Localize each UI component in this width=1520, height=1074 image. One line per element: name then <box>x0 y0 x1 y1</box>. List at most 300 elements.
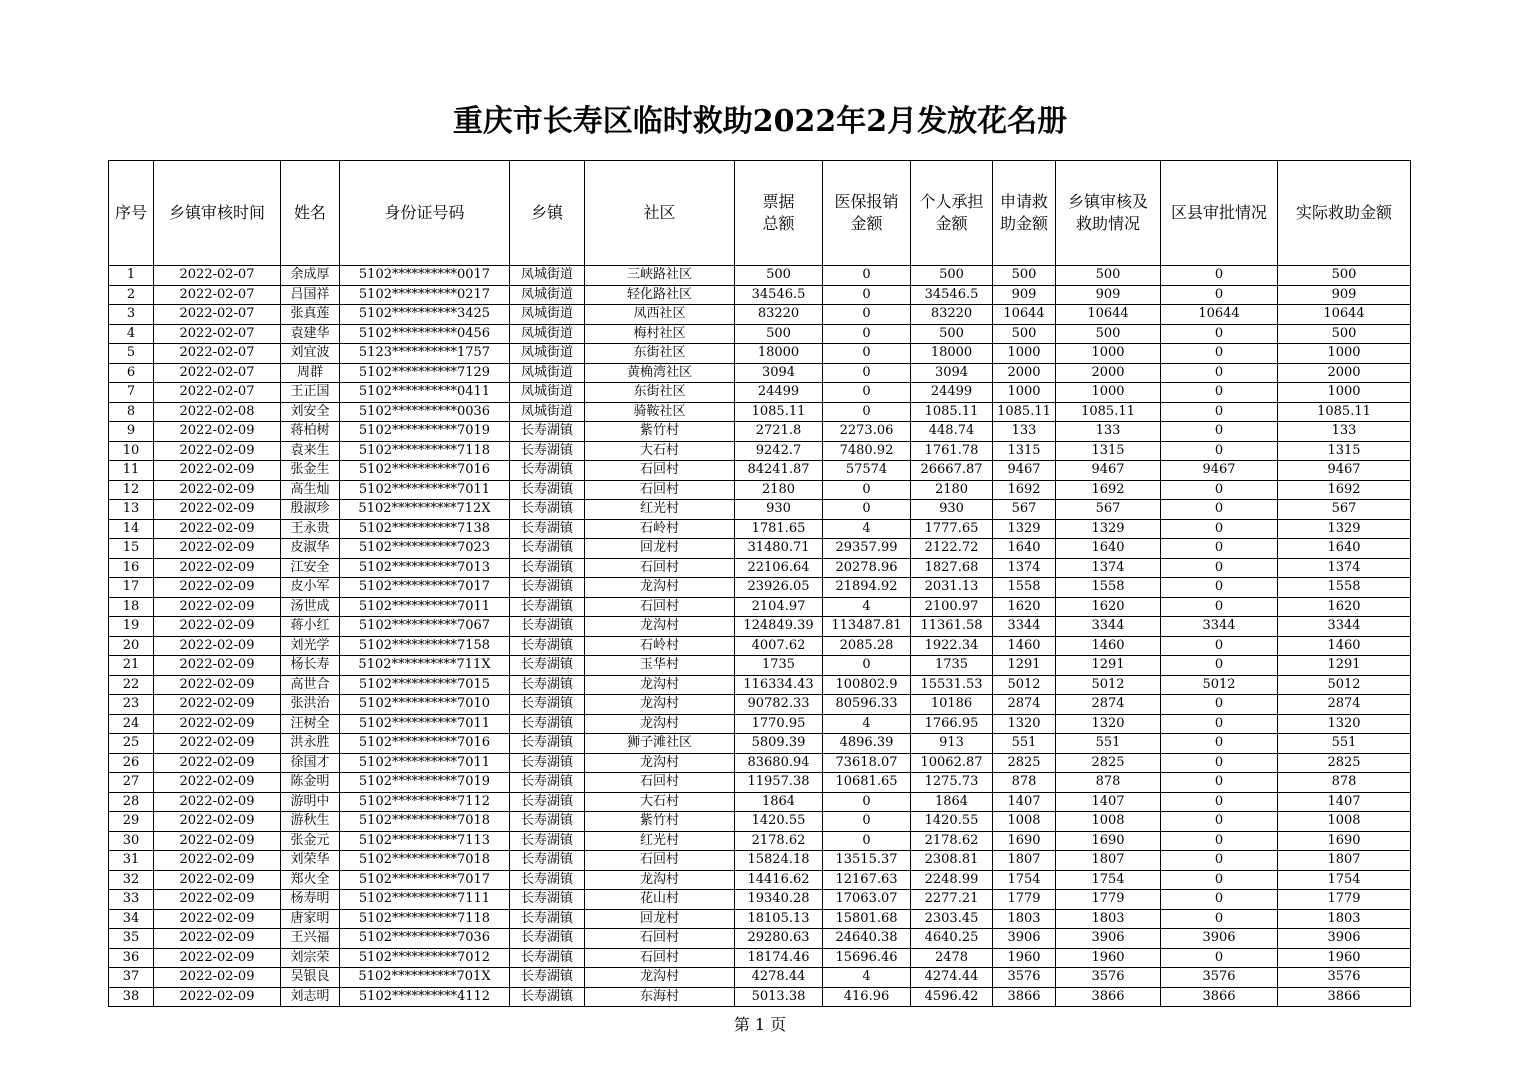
table-cell: 3906 <box>1278 929 1411 949</box>
table-cell: 龙沟村 <box>585 968 735 988</box>
table-cell: 0 <box>1161 441 1278 461</box>
table-cell: 2022-02-09 <box>154 792 281 812</box>
table-cell: 1085.11 <box>993 402 1056 422</box>
table-cell: 1000 <box>993 383 1056 403</box>
table-cell: 10644 <box>1056 305 1161 325</box>
table-cell: 5102**********7138 <box>340 519 510 539</box>
table-cell: 4596.42 <box>911 987 993 1007</box>
table-cell: 3094 <box>911 363 993 383</box>
table-cell: 2277.21 <box>911 890 993 910</box>
table-row <box>109 461 1411 481</box>
table-cell: 9467 <box>1161 461 1278 481</box>
table-cell: 1291 <box>993 656 1056 676</box>
table-cell: 5102**********7019 <box>340 422 510 442</box>
table-cell: 2000 <box>1056 363 1161 383</box>
table-cell: 王兴福 <box>281 929 340 949</box>
table-cell: 1315 <box>1056 441 1161 461</box>
table-cell: 长寿湖镇 <box>510 617 585 637</box>
table-cell: 刘荣华 <box>281 851 340 871</box>
table-cell: 3094 <box>735 363 823 383</box>
table-cell: 32 <box>109 870 154 890</box>
table-cell: 10 <box>109 441 154 461</box>
table-cell: 2022-02-09 <box>154 812 281 832</box>
table-cell: 0 <box>823 480 911 500</box>
table-cell: 0 <box>1161 734 1278 754</box>
table-cell: 2022-02-09 <box>154 656 281 676</box>
table-row <box>109 422 1411 442</box>
table-cell: 1735 <box>735 656 823 676</box>
table-cell: 1754 <box>993 870 1056 890</box>
table-cell: 凤城街道 <box>510 402 585 422</box>
table-cell: 1291 <box>1056 656 1161 676</box>
table-cell: 0 <box>823 383 911 403</box>
table-cell: 凤城街道 <box>510 324 585 344</box>
table-cell: 15801.68 <box>823 909 911 929</box>
table-cell: 长寿湖镇 <box>510 734 585 754</box>
table-row <box>109 324 1411 344</box>
column-header: 实际救助金额 <box>1278 161 1411 266</box>
table-cell: 26 <box>109 753 154 773</box>
table-cell: 5102**********7017 <box>340 870 510 890</box>
table-row <box>109 773 1411 793</box>
table-cell: 29 <box>109 812 154 832</box>
table-cell: 2022-02-09 <box>154 441 281 461</box>
table-cell: 1807 <box>1278 851 1411 871</box>
table-cell: 2022-02-09 <box>154 987 281 1007</box>
table-cell: 3866 <box>1056 987 1161 1007</box>
table-cell: 5102**********7018 <box>340 851 510 871</box>
table-cell: 20 <box>109 636 154 656</box>
table-cell: 930 <box>735 500 823 520</box>
table-cell: 133 <box>993 422 1056 442</box>
table-cell: 吴银良 <box>281 968 340 988</box>
table-cell: 1420.55 <box>911 812 993 832</box>
table-cell: 1803 <box>993 909 1056 929</box>
table-row <box>109 519 1411 539</box>
table-cell: 34546.5 <box>735 285 823 305</box>
table-cell: 骑鞍社区 <box>585 402 735 422</box>
column-header: 区县审批情况 <box>1161 161 1278 266</box>
table-cell: 1960 <box>993 948 1056 968</box>
table-cell: 游明中 <box>281 792 340 812</box>
table-cell: 1558 <box>1056 578 1161 598</box>
table-cell: 1460 <box>1278 636 1411 656</box>
column-header: 身份证号码 <box>340 161 510 266</box>
table-cell: 刘安全 <box>281 402 340 422</box>
table-cell: 18174.46 <box>735 948 823 968</box>
table-cell: 2022-02-09 <box>154 500 281 520</box>
table-cell: 0 <box>1161 383 1278 403</box>
table-cell: 0 <box>823 324 911 344</box>
table-cell: 1315 <box>993 441 1056 461</box>
table-cell: 2104.97 <box>735 597 823 617</box>
table-cell: 1922.34 <box>911 636 993 656</box>
table-cell: 江安全 <box>281 558 340 578</box>
table-row <box>109 948 1411 968</box>
table-cell: 2180 <box>735 480 823 500</box>
table-cell: 133 <box>1278 422 1411 442</box>
table-cell: 凤城街道 <box>510 344 585 364</box>
table-cell: 500 <box>993 324 1056 344</box>
table-cell: 551 <box>1278 734 1411 754</box>
table-cell: 2825 <box>993 753 1056 773</box>
table-cell: 东街社区 <box>585 383 735 403</box>
table-cell: 9242.7 <box>735 441 823 461</box>
table-cell: 凤城街道 <box>510 305 585 325</box>
table-cell: 5 <box>109 344 154 364</box>
table-cell: 19 <box>109 617 154 637</box>
table-cell: 徐国才 <box>281 753 340 773</box>
table-row <box>109 617 1411 637</box>
relief-roster-table <box>108 160 1411 1007</box>
table-cell: 紫竹村 <box>585 812 735 832</box>
table-cell: 5012 <box>1056 675 1161 695</box>
table-cell: 长寿湖镇 <box>510 909 585 929</box>
table-cell: 长寿湖镇 <box>510 441 585 461</box>
table-cell: 4274.44 <box>911 968 993 988</box>
table-cell: 5102**********7011 <box>340 714 510 734</box>
table-cell: 2022-02-09 <box>154 870 281 890</box>
table-cell: 500 <box>911 324 993 344</box>
table-cell: 1000 <box>993 344 1056 364</box>
table-cell: 500 <box>735 324 823 344</box>
table-row <box>109 851 1411 871</box>
table-cell: 4 <box>109 324 154 344</box>
table-cell: 33 <box>109 890 154 910</box>
table-cell: 15824.18 <box>735 851 823 871</box>
table-cell: 2478 <box>911 948 993 968</box>
table-cell: 25 <box>109 734 154 754</box>
table-cell: 7 <box>109 383 154 403</box>
table-cell: 1320 <box>1056 714 1161 734</box>
table-cell: 2874 <box>1278 695 1411 715</box>
table-cell: 1329 <box>1278 519 1411 539</box>
table-cell: 长寿湖镇 <box>510 987 585 1007</box>
table-cell: 龙沟村 <box>585 675 735 695</box>
table-cell: 3576 <box>993 968 1056 988</box>
table-cell: 游秋生 <box>281 812 340 832</box>
table-cell: 4 <box>823 597 911 617</box>
table-cell: 张洪治 <box>281 695 340 715</box>
table-cell: 长寿湖镇 <box>510 695 585 715</box>
table-cell: 5102**********0456 <box>340 324 510 344</box>
table-cell: 唐家明 <box>281 909 340 929</box>
table-cell: 5102**********4112 <box>340 987 510 1007</box>
table-cell: 0 <box>823 285 911 305</box>
table-cell: 116334.43 <box>735 675 823 695</box>
table-cell: 567 <box>1056 500 1161 520</box>
table-cell: 13515.37 <box>823 851 911 871</box>
table-cell: 2180 <box>911 480 993 500</box>
table-cell: 0 <box>823 500 911 520</box>
table-cell: 刘宜波 <box>281 344 340 364</box>
table-cell: 2303.45 <box>911 909 993 929</box>
table-cell: 5012 <box>1278 675 1411 695</box>
table-row <box>109 383 1411 403</box>
table-cell: 18105.13 <box>735 909 823 929</box>
table-cell: 1085.11 <box>735 402 823 422</box>
table-cell: 100802.9 <box>823 675 911 695</box>
table-cell: 2022-02-09 <box>154 558 281 578</box>
table-cell: 龙沟村 <box>585 695 735 715</box>
table-cell: 1407 <box>993 792 1056 812</box>
table-cell: 2721.8 <box>735 422 823 442</box>
table-cell: 2022-02-08 <box>154 402 281 422</box>
table-cell: 0 <box>823 792 911 812</box>
table-cell: 0 <box>1161 948 1278 968</box>
table-cell: 124849.39 <box>735 617 823 637</box>
table-cell: 2308.81 <box>911 851 993 871</box>
table-cell: 0 <box>1161 773 1278 793</box>
table-cell: 2874 <box>1056 695 1161 715</box>
table-cell: 22106.64 <box>735 558 823 578</box>
table-cell: 83680.94 <box>735 753 823 773</box>
table-cell: 5102**********7118 <box>340 441 510 461</box>
table-cell: 2 <box>109 285 154 305</box>
table-cell: 6 <box>109 363 154 383</box>
table-cell: 王正国 <box>281 383 340 403</box>
table-cell: 35 <box>109 929 154 949</box>
table-cell: 2022-02-09 <box>154 890 281 910</box>
table-cell: 83220 <box>735 305 823 325</box>
table-cell: 长寿湖镇 <box>510 870 585 890</box>
table-cell: 汤世成 <box>281 597 340 617</box>
table-cell: 37 <box>109 968 154 988</box>
column-header: 个人承担 金额 <box>911 161 993 266</box>
table-cell: 皮小军 <box>281 578 340 598</box>
table-cell: 0 <box>1161 851 1278 871</box>
table-cell: 1777.65 <box>911 519 993 539</box>
table-cell: 448.74 <box>911 422 993 442</box>
table-cell: 龙沟村 <box>585 753 735 773</box>
table-cell: 5102**********7011 <box>340 480 510 500</box>
table-cell: 2022-02-07 <box>154 305 281 325</box>
table-cell: 10644 <box>1161 305 1278 325</box>
table-cell: 5102**********7016 <box>340 734 510 754</box>
table-cell: 21 <box>109 656 154 676</box>
table-cell: 0 <box>1161 831 1278 851</box>
table-cell: 大石村 <box>585 792 735 812</box>
table-cell: 1085.11 <box>911 402 993 422</box>
table-cell: 10644 <box>1278 305 1411 325</box>
table-cell: 1 <box>109 266 154 286</box>
table-cell: 1008 <box>1278 812 1411 832</box>
table-row <box>109 675 1411 695</box>
table-cell: 1690 <box>1278 831 1411 851</box>
table-cell: 长寿湖镇 <box>510 890 585 910</box>
table-cell: 10644 <box>993 305 1056 325</box>
table-cell: 杨寿明 <box>281 890 340 910</box>
table-cell: 1000 <box>1278 383 1411 403</box>
table-cell: 2022-02-09 <box>154 968 281 988</box>
table-cell: 3906 <box>1056 929 1161 949</box>
table-cell: 0 <box>1161 422 1278 442</box>
table-cell: 长寿湖镇 <box>510 539 585 559</box>
table-cell: 0 <box>823 812 911 832</box>
table-cell: 5102**********7118 <box>340 909 510 929</box>
table-cell: 14416.62 <box>735 870 823 890</box>
table-cell: 1329 <box>993 519 1056 539</box>
table-cell: 石回村 <box>585 461 735 481</box>
table-cell: 1692 <box>1278 480 1411 500</box>
table-cell: 930 <box>911 500 993 520</box>
table-cell: 14 <box>109 519 154 539</box>
table-cell: 878 <box>1056 773 1161 793</box>
table-cell: 2022-02-09 <box>154 597 281 617</box>
table-cell: 3866 <box>1278 987 1411 1007</box>
table-cell: 3576 <box>1056 968 1161 988</box>
table-cell: 15 <box>109 539 154 559</box>
table-row <box>109 734 1411 754</box>
table-cell: 凤西社区 <box>585 305 735 325</box>
table-cell: 10681.65 <box>823 773 911 793</box>
table-cell: 龙沟村 <box>585 870 735 890</box>
table-cell: 913 <box>911 734 993 754</box>
table-cell: 高世合 <box>281 675 340 695</box>
column-header: 姓名 <box>281 161 340 266</box>
table-cell: 袁建华 <box>281 324 340 344</box>
table-row <box>109 812 1411 832</box>
table-cell: 1000 <box>1056 383 1161 403</box>
table-cell: 1407 <box>1278 792 1411 812</box>
table-cell: 5102**********7129 <box>340 363 510 383</box>
table-cell: 500 <box>1056 324 1161 344</box>
table-cell: 1807 <box>1056 851 1161 871</box>
table-cell: 0 <box>1161 363 1278 383</box>
table-cell: 2022-02-09 <box>154 675 281 695</box>
table-cell: 567 <box>1278 500 1411 520</box>
table-cell: 31 <box>109 851 154 871</box>
table-cell: 5123**********1757 <box>340 344 510 364</box>
table-cell: 1692 <box>993 480 1056 500</box>
table-cell: 5102**********701X <box>340 968 510 988</box>
table-cell: 20278.96 <box>823 558 911 578</box>
table-cell: 5809.39 <box>735 734 823 754</box>
table-cell: 1374 <box>993 558 1056 578</box>
table-cell: 石回村 <box>585 929 735 949</box>
table-cell: 22 <box>109 675 154 695</box>
table-cell: 石岭村 <box>585 636 735 656</box>
table-cell: 袁来生 <box>281 441 340 461</box>
table-cell: 0 <box>823 656 911 676</box>
table-row <box>109 402 1411 422</box>
table-cell: 0 <box>1161 812 1278 832</box>
table-cell: 1779 <box>1056 890 1161 910</box>
table-cell: 红光村 <box>585 831 735 851</box>
table-cell: 1460 <box>1056 636 1161 656</box>
table-cell: 2022-02-09 <box>154 539 281 559</box>
table-cell: 2031.13 <box>911 578 993 598</box>
table-row <box>109 890 1411 910</box>
table-cell: 1640 <box>1278 539 1411 559</box>
table-cell: 26667.87 <box>911 461 993 481</box>
table-cell: 21894.92 <box>823 578 911 598</box>
table-cell: 1329 <box>1056 519 1161 539</box>
table-cell: 23926.05 <box>735 578 823 598</box>
table-cell: 9467 <box>1056 461 1161 481</box>
table-row <box>109 363 1411 383</box>
table-cell: 24499 <box>735 383 823 403</box>
table-cell: 2022-02-09 <box>154 851 281 871</box>
table-row <box>109 695 1411 715</box>
table-cell: 大石村 <box>585 441 735 461</box>
table-cell: 0 <box>1161 714 1278 734</box>
table-cell: 长寿湖镇 <box>510 636 585 656</box>
table-cell: 0 <box>1161 578 1278 598</box>
table-cell: 500 <box>1056 266 1161 286</box>
table-cell: 2022-02-07 <box>154 363 281 383</box>
table-row <box>109 305 1411 325</box>
table-cell: 2022-02-07 <box>154 383 281 403</box>
table-cell: 0 <box>1161 870 1278 890</box>
table-cell: 1803 <box>1056 909 1161 929</box>
table-cell: 1735 <box>911 656 993 676</box>
table-cell: 0 <box>1161 519 1278 539</box>
table-cell: 0 <box>1161 266 1278 286</box>
table-cell: 73618.07 <box>823 753 911 773</box>
table-cell: 2022-02-09 <box>154 617 281 637</box>
table-cell: 2874 <box>993 695 1056 715</box>
table-cell: 0 <box>1161 480 1278 500</box>
table-cell: 5102**********7111 <box>340 890 510 910</box>
table-cell: 红光村 <box>585 500 735 520</box>
table-cell: 2022-02-07 <box>154 344 281 364</box>
table-cell: 0 <box>1161 344 1278 364</box>
table-cell: 1008 <box>993 812 1056 832</box>
table-cell: 5012 <box>993 675 1056 695</box>
table-cell: 16 <box>109 558 154 578</box>
table-cell: 878 <box>1278 773 1411 793</box>
table-cell: 28 <box>109 792 154 812</box>
table-cell: 5102**********7017 <box>340 578 510 598</box>
table-cell: 0 <box>1161 324 1278 344</box>
table-cell: 4 <box>823 519 911 539</box>
table-cell: 0 <box>1161 909 1278 929</box>
table-cell: 1620 <box>1056 597 1161 617</box>
column-header: 乡镇审核及 救助情况 <box>1056 161 1161 266</box>
table-cell: 5102**********7013 <box>340 558 510 578</box>
table-row <box>109 500 1411 520</box>
table-cell: 长寿湖镇 <box>510 753 585 773</box>
table-cell: 9467 <box>993 461 1056 481</box>
column-header: 社区 <box>585 161 735 266</box>
table-cell: 113487.81 <box>823 617 911 637</box>
table-cell: 500 <box>1278 266 1411 286</box>
table-cell: 0 <box>1161 656 1278 676</box>
table-cell: 17 <box>109 578 154 598</box>
table-cell: 石岭村 <box>585 519 735 539</box>
table-cell: 18000 <box>735 344 823 364</box>
table-cell: 2022-02-09 <box>154 734 281 754</box>
table-cell: 2022-02-09 <box>154 948 281 968</box>
table-cell: 5102**********7011 <box>340 753 510 773</box>
table-cell: 周群 <box>281 363 340 383</box>
table-cell: 轻化路社区 <box>585 285 735 305</box>
table-cell: 长寿湖镇 <box>510 656 585 676</box>
page-number: 第 1 页 <box>733 1015 787 1034</box>
table-cell: 1761.78 <box>911 441 993 461</box>
table-cell: 500 <box>735 266 823 286</box>
table-cell: 34 <box>109 909 154 929</box>
table-cell: 0 <box>1161 500 1278 520</box>
table-cell: 5102**********7011 <box>340 597 510 617</box>
table-row <box>109 480 1411 500</box>
table-row <box>109 870 1411 890</box>
table-cell: 0 <box>1161 558 1278 578</box>
table-cell: 416.96 <box>823 987 911 1007</box>
table-cell: 长寿湖镇 <box>510 792 585 812</box>
table-cell: 0 <box>1161 402 1278 422</box>
